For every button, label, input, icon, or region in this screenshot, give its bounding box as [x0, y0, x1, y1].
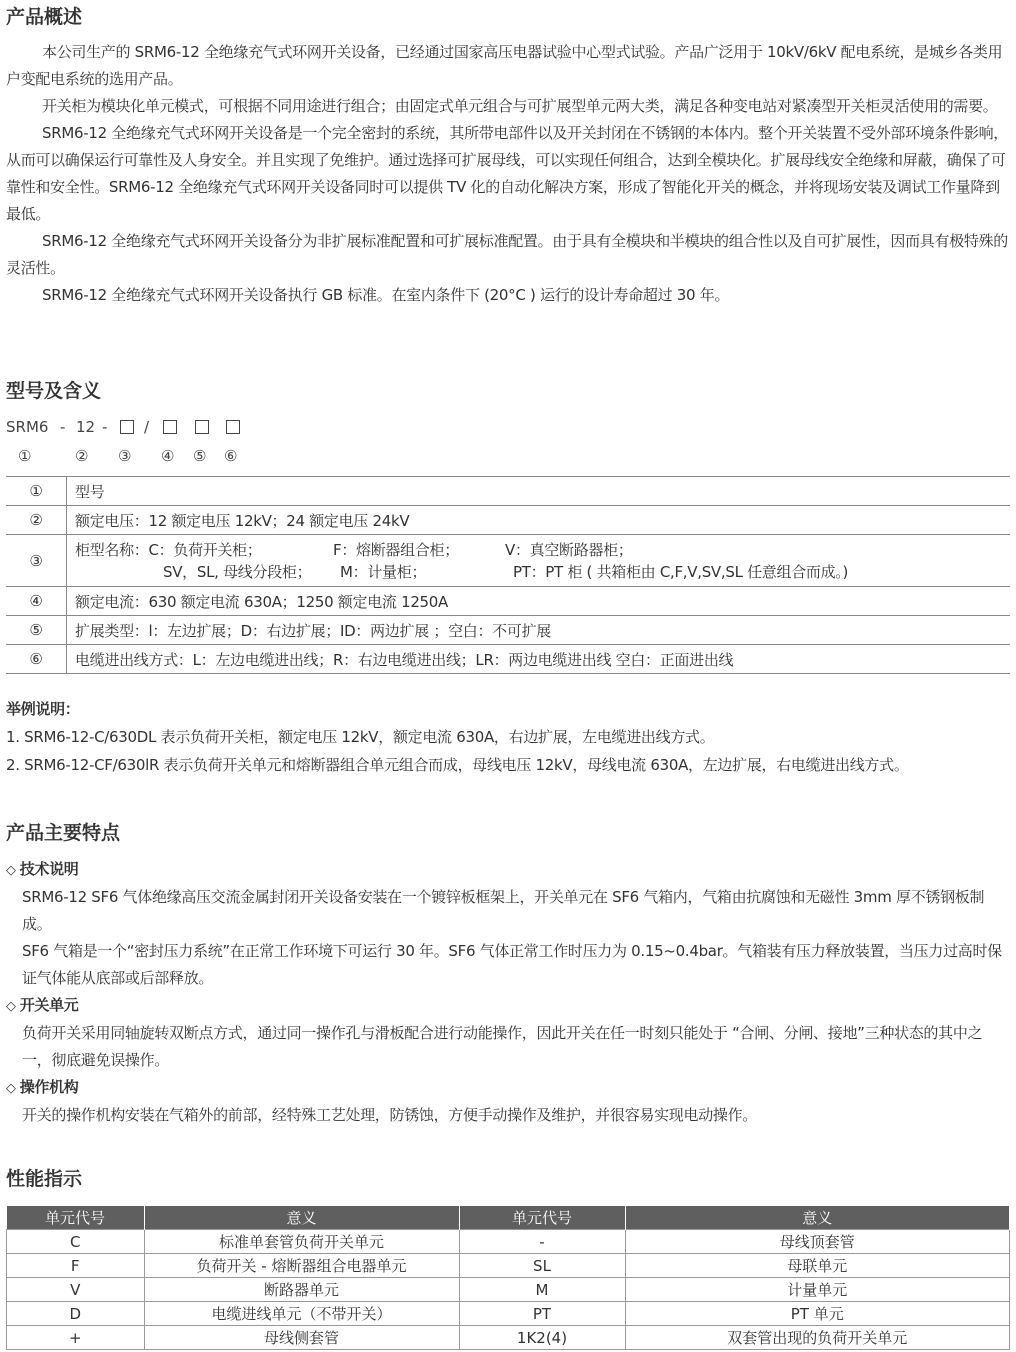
table-row [6, 477, 1010, 506]
example-item: 2. SRM6-12-CF/630lR 表示负荷开关单元和熔断器组合单元组合而成，母线电压 12kV，母线电流 630A，左边扩展，右电缆进出线方式。 [6, 756, 909, 774]
cell-code: PT [459, 1302, 625, 1326]
marker: ② [75, 447, 89, 465]
marker: ⑥ [224, 447, 238, 465]
cell-meaning: 电缆进线单元（不带开关） [144, 1302, 459, 1326]
column-header: 意义 [144, 1206, 459, 1230]
overview-paragraph: SRM6-12 全绝缘充气式环网开关设备是一个完全密封的系统，其所带电部件以及开关封闭在不锈钢的本体内。整个开关装置不受外部环境条件影响，从而可以确保运行可靠性及人身安全。并且实现了免维护。通过选择可扩展母线，可以实现任何组合，达到全模块化。扩展母线安全绝缘和屏蔽，确保了可靠性和安全性。SRM6-12 全绝缘充气式环网开关设备同时可以提供 TV 化的自动化解决方案，形成了智能化开关的概念，并将现场安装及调试工作量降到最低。 [6, 124, 1009, 223]
placeholder-box [195, 420, 209, 434]
overview-paragraph: 开关柜为模块化单元模式，可根据不同用途进行组合；由固定式单元组合与可扩展型单元两大类，满足各种变电站对紧凑型开关柜灵活使用的需要。 [42, 97, 998, 115]
placeholder-box [163, 420, 177, 434]
table-row [7, 1254, 1010, 1278]
cell-meaning: 断路器单元 [144, 1278, 459, 1302]
placeholder-box [120, 420, 134, 434]
row-text: 额定电压：12 额定电压 12kV；24 额定电压 24kV [67, 506, 1011, 535]
row-text-part: SV，SL, 母线分段柜； [163, 562, 312, 581]
diamond-icon: ◇ [6, 863, 16, 878]
model-code [6, 417, 306, 437]
row-number: ⑤ [6, 616, 67, 645]
section-heading-performance: 性能指示 [6, 1168, 83, 1190]
cell-code: + [7, 1326, 145, 1350]
overview-paragraph: SRM6-12 全绝缘充气式环网开关设备分为非扩展标准配置和可扩展标准配置。由于具有全模块和半模块的组合性以及自可扩展性，因而具有极特殊的灵活性。 [6, 232, 1009, 277]
cell-meaning: 负荷开关 - 熔断器组合电器单元 [144, 1254, 459, 1278]
marker: ① [18, 447, 32, 465]
feature-paragraph: 负荷开关采用同轴旋转双断点方式，通过同一操作孔与滑板配合进行动能操作，因此开关在任一时刻只能处于 “合闸、分闸、接地”三种状态的其中之一，彻底避免误操作。 [22, 1024, 983, 1069]
row-number: ② [6, 506, 67, 535]
marker: ③ [118, 447, 132, 465]
row-number: ④ [6, 587, 67, 616]
table-header-row [7, 1206, 1010, 1230]
row-text: 扩展类型：l：左边扩展；D：右边扩展；ID：两边扩展 ；空白：不可扩展 [67, 616, 1011, 645]
table-row [6, 587, 1010, 616]
cell-meaning: 标准单套管负荷开关单元 [144, 1230, 459, 1254]
cell-code: - [459, 1230, 625, 1254]
example-item: 1. SRM6-12-C/630DL 表示负荷开关柜，额定电压 12kV，额定电流 630A，右边扩展，左电缆进出线方式。 [6, 728, 715, 746]
feature-title: 技术说明 [19, 860, 79, 878]
feature-subheading [6, 1074, 1010, 1102]
table-row [7, 1278, 1010, 1302]
row-number: ① [6, 477, 67, 506]
table-row [7, 1302, 1010, 1326]
row-text-part: M：计量柜； [340, 562, 427, 581]
row-text-multi [67, 535, 1011, 587]
overview-body [6, 39, 1010, 309]
model-markers [6, 446, 306, 466]
cell-code: D [7, 1302, 145, 1326]
cell-code: M [459, 1278, 625, 1302]
table-row [6, 535, 1010, 587]
feature-title: 操作机构 [19, 1078, 79, 1096]
feature-title: 开关单元 [19, 996, 79, 1014]
cell-meaning: 计量单元 [625, 1278, 1010, 1302]
row-text-part: 柜型名称：C：负荷开关柜； [75, 540, 262, 559]
column-header: 单元代号 [7, 1206, 145, 1230]
section-heading-model: 型号及含义 [6, 380, 102, 402]
cell-meaning: 母联单元 [625, 1254, 1010, 1278]
feature-subheading [6, 856, 1010, 884]
row-number: ③ [6, 535, 67, 587]
column-header: 意义 [625, 1206, 1010, 1230]
section-heading-features: 产品主要特点 [6, 822, 121, 844]
row-text-part: PT：PT 柜 ( 共箱柜由 C,F,V,SV,SL 任意组合而成。) [513, 562, 849, 581]
table-row [6, 506, 1010, 535]
table-row [6, 616, 1010, 645]
feature-paragraph: SRM6-12 SF6 气体绝缘高压交流金属封闭开关设备安装在一个镀锌板框架上，开关单元在 SF6 气箱内，气箱由抗腐蚀和无磁性 3mm 厚不锈钢板制成。 [22, 888, 985, 933]
cell-code: F [7, 1254, 145, 1278]
feature-subheading [6, 992, 1010, 1020]
examples-heading: 举例说明： [6, 700, 80, 718]
placeholder-box [226, 420, 240, 434]
feature-paragraph: SF6 气箱是一个“密封压力系统”在正常工作环境下可运行 30 年。SF6 气体正常工作时压力为 0.15~0.4bar。气箱装有压力释放装置，当压力过高时保证气体能从底部或后部释放。 [22, 942, 1002, 987]
diamond-icon: ◇ [6, 999, 16, 1014]
column-header: 单元代号 [459, 1206, 625, 1230]
marker: ⑤ [193, 447, 207, 465]
diamond-icon: ◇ [6, 1081, 16, 1096]
cell-code: 1K2(4) [459, 1326, 625, 1350]
table-row [7, 1326, 1010, 1350]
table-row [7, 1230, 1010, 1254]
model-code-dash: - [60, 418, 66, 436]
section-heading-overview: 产品概述 [6, 6, 83, 28]
features-body [6, 856, 1010, 1129]
row-text-part: F：熔断器组合柜； [333, 540, 459, 559]
marker: ④ [161, 447, 175, 465]
cell-meaning: PT 单元 [625, 1302, 1010, 1326]
row-text: 额定电流：630 额定电流 630A；1250 额定电流 1250A [67, 587, 1011, 616]
feature-paragraph: 开关的操作机构安装在气箱外的前部，经特殊工艺处理，防锈蚀，方便手动操作及维护，并很容易实现电动操作。 [22, 1106, 758, 1124]
row-text: 型号 [67, 477, 1011, 506]
model-code-prefix: SRM6 [6, 418, 49, 436]
overview-paragraph: SRM6-12 全绝缘充气式环网开关设备执行 GB 标准。在室内条件下 (20°C ) 运行的设计寿命超过 30 年。 [42, 286, 730, 304]
row-text-part: V：真空断路器柜； [505, 540, 633, 559]
cell-code: C [7, 1230, 145, 1254]
cell-meaning: 母线侧套管 [144, 1326, 459, 1350]
cell-code: SL [459, 1254, 625, 1278]
table-row [6, 645, 1010, 674]
cell-meaning: 母线顶套管 [625, 1230, 1010, 1254]
model-code-dash: - [102, 418, 108, 436]
examples [6, 695, 909, 779]
overview-paragraph: 本公司生产的 SRM6-12 全绝缘充气式环网开关设备，已经通过国家高压电器试验中心型式试验。产品广泛用于 10kV/6kV 配电系统，是城乡各类用户变配电系统的选用产品。 [6, 43, 1003, 88]
cell-meaning: 双套管出现的负荷开关单元 [625, 1326, 1010, 1350]
performance-table [6, 1206, 1010, 1350]
model-code-voltage: 12 [76, 418, 96, 436]
model-code-slash: / [144, 418, 150, 436]
cell-code: V [7, 1278, 145, 1302]
model-meaning-table [6, 476, 1010, 674]
row-text: 电缆进出线方式：L：左边电缆进出线；R：右边电缆进出线；LR：两边电缆进出线 空白：正面进出线 [67, 645, 1011, 674]
row-number: ⑥ [6, 645, 67, 674]
